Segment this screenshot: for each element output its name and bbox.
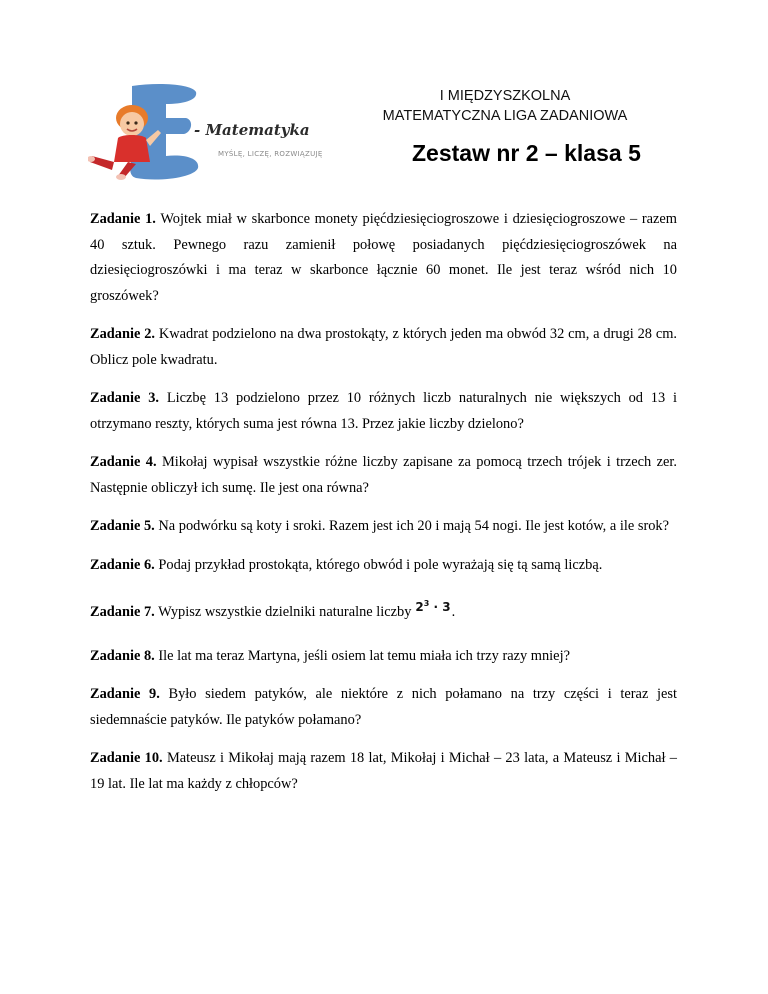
task-4 [90, 450, 677, 501]
task-label: Zadanie 3. [90, 390, 159, 406]
task-text: Wojtek miał w skarbonce monety pięćdziesięciogroszowe i dziesięciogroszowe – razem 40 sztuk. Pewnego razu zamienił połowę posiadanych pięćdziesięciogroszówek na dziesięciogroszówki i ma teraz w skarbonce łącznie 60 monet. Ile jest teraz wśród nich 10 groszówek? [90, 211, 677, 304]
logo-child-face [120, 112, 144, 136]
task-label: Zadanie 6. [90, 556, 155, 573]
task-label: Zadanie 8. [90, 647, 155, 664]
formula-base: 2 [415, 600, 424, 614]
task-label: Zadanie 4. [90, 454, 157, 470]
task-label: Zadanie 10. [90, 750, 163, 766]
task-7-suffix: . [451, 604, 456, 620]
task-text: Kwadrat podzielono na dwa prostokąty, z których jeden ma obwód 32 cm, a drugi 28 cm. Oblicz pole kwadratu. [90, 326, 677, 368]
task-text: Podaj przykład prostokąta, którego obwód i pole wyrażają się tą samą liczbą. [158, 556, 603, 573]
task-2 [90, 322, 677, 373]
task-text: Wypisz wszystkie dzielniki naturalne liczby [158, 604, 412, 620]
logo-child-body [114, 135, 150, 162]
league-title-line-1: I MIĘDZYSZKOLNA [439, 88, 571, 104]
task-7-formula [415, 591, 450, 621]
task-7 [90, 596, 677, 626]
task-list [90, 207, 677, 810]
task-label: Zadanie 2. [90, 326, 156, 342]
formula-factor: · 3 [433, 600, 451, 614]
task-label: Zadanie 7. [90, 604, 155, 620]
task-6 [90, 553, 677, 579]
task-10 [90, 746, 677, 797]
task-label: Zadanie 9. [90, 686, 160, 702]
league-title [340, 86, 670, 126]
task-label: Zadanie 1. [90, 211, 156, 227]
task-9 [90, 682, 677, 733]
task-1 [90, 207, 677, 309]
e-matematyka-logo [88, 82, 338, 187]
league-title-line-2: MATEMATYCZNA LIGA ZADANIOWA [382, 108, 628, 124]
logo-tagline: MYŚLĘ, LICZĘ, ROZWIĄZUJĘ [218, 150, 323, 158]
task-text: Na podwórku są koty i sroki. Razem jest ich 20 i mają 54 nogi. Ile jest kotów, a ile srok? [158, 518, 670, 534]
logo-name: - Matematyka [194, 121, 310, 139]
task-label: Zadanie 5. [90, 518, 155, 534]
task-text: Mateusz i Mikołaj mają razem 18 lat, Mikołaj i Michał – 23 lata, a Mateusz i Michał – 19 lat. Ile lat ma każdy z chłopców? [90, 750, 677, 792]
formula-exponent: 3 [423, 599, 430, 608]
task-5 [90, 514, 677, 540]
task-text: Ile lat ma teraz Martyna, jeśli osiem lat temu miała ich trzy razy mniej? [158, 647, 570, 664]
task-3 [90, 386, 677, 437]
task-text: Było siedem patyków, ale niektóre z nich połamano na trzy części i teraz jest siedemnaście patyków. Ile patyków połamano? [90, 686, 677, 728]
set-title: Zestaw nr 2 – klasa 5 [412, 140, 641, 166]
task-text: Liczbę 13 podzielono przez 10 różnych liczb naturalnych nie większych od 13 i otrzymano reszty, których suma jest równa 13. Przez jakie liczby dzielono? [90, 390, 677, 432]
task-8 [90, 644, 677, 670]
task-text: Mikołaj wypisał wszystkie różne liczby zapisane za pomocą trzech trójek i trzech zer. Następnie obliczył ich sumę. Ile jest ona równa? [90, 454, 677, 496]
